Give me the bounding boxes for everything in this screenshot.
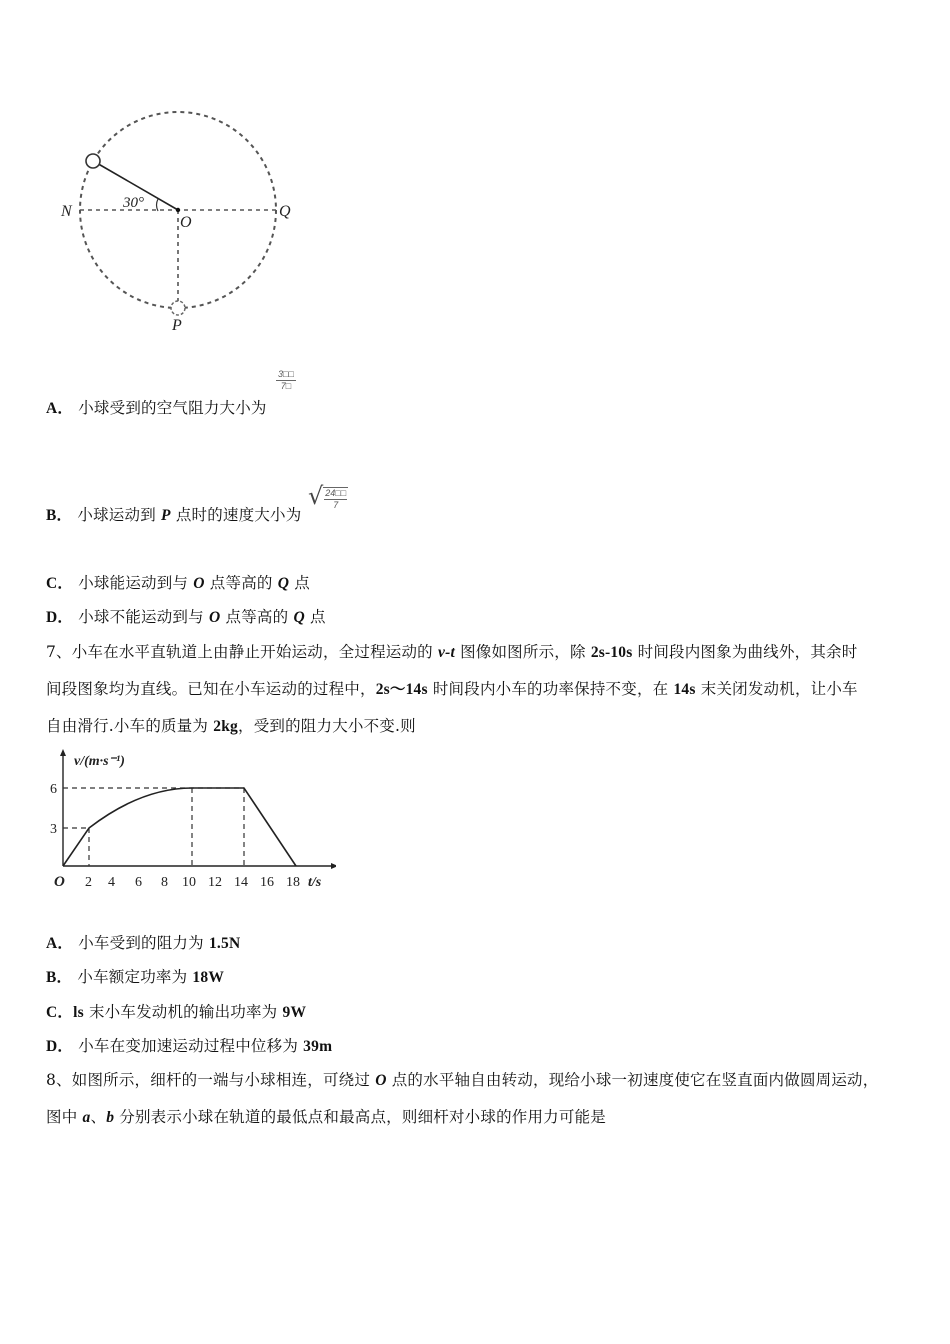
svg-text:2: 2 [85, 875, 92, 890]
label-p: P [172, 317, 182, 334]
svg-text:4: 4 [108, 875, 115, 890]
center-point [176, 208, 180, 212]
q7-option-d: D． 小车在变加速运动过程中位移为 39m [46, 1037, 333, 1055]
circle-motion-figure [55, 105, 315, 345]
y-tick-6: 6 [50, 782, 57, 797]
svg-text:18: 18 [286, 875, 300, 890]
x-axis-arrow-icon [331, 863, 336, 869]
y-tick-3: 3 [50, 822, 57, 837]
option-text: 小球受到的空气阻力大小为 [78, 399, 267, 417]
q7-option-b: B． 小车额定功率为 18W [46, 968, 225, 986]
svg-text:12: 12 [208, 875, 222, 890]
svg-text:10: 10 [182, 875, 196, 890]
q7-option-c: C．ls 末小车发动机的输出功率为 9W [46, 1003, 307, 1021]
vt-chart [46, 746, 336, 894]
origin-label: O [54, 874, 65, 890]
x-axis-label: t/s [308, 875, 322, 890]
q6-option-b: B． 小球运动到 P 点时的速度大小为 [46, 506, 302, 524]
label-o: O [180, 214, 192, 231]
q8-line-1: 8、如图所示，细杆的一端与小球相连，可绕过 O 点的水平轴自由转动，现给小球一初速度使它在竖直面内做圆周运动， [46, 1071, 879, 1089]
q7-line-2: 间段图象均为直线。已知在小车运动的过程中，2s～14s 时间段内小车的功率保持不变，在 14s 末关闭发动机，让小车 [46, 680, 858, 698]
q8-line-2: 图中 a、b 分别表示小球在轨道的最低点和最高点，则细杆对小球的作用力可能是 [46, 1108, 606, 1126]
svg-text:6: 6 [135, 875, 142, 890]
svg-text:8: 8 [161, 875, 168, 890]
svg-text:16: 16 [260, 875, 274, 890]
label-n: N [61, 203, 72, 220]
x-tick-labels [85, 875, 300, 890]
angle-arc [157, 199, 159, 211]
sqrt-icon: √ [308, 482, 324, 510]
angle-label: 30° [123, 195, 144, 211]
q7-option-a: A． 小车受到的阻力为 1.5N [46, 934, 241, 952]
q6-option-d: D． 小球不能运动到与 O 点等高的 Q 点 [46, 608, 326, 626]
fraction-formula-a: $\frac{3□□}{7□}$ [278, 369, 294, 391]
ball-bottom-dashed [171, 301, 185, 315]
velocity-curve [63, 788, 296, 866]
y-axis-label: v/(m·s⁻¹) [74, 754, 125, 769]
label-q: Q [279, 203, 291, 220]
y-axis-arrow-icon [60, 749, 66, 756]
sqrt-formula-b: √ $\frac{24□□}{7}$ [308, 482, 347, 510]
q6-option-c: C． 小球能运动到与 O 点等高的 Q 点 [46, 574, 310, 592]
svg-text:14: 14 [234, 875, 248, 890]
q7-line-1: 7、小车在水平直轨道上由静止开始运动，全过程运动的 v-t 图像如图所示，除 2s-10s 时间段内图象为曲线外，其余时 [46, 643, 858, 661]
q7-line-3: 自由滑行.小车的质量为 2kg，受到的阻力大小不变.则 [46, 717, 416, 735]
q6-option-a: A． 小球受到的空气阻力大小为 [46, 399, 267, 417]
ball-top [86, 154, 100, 168]
